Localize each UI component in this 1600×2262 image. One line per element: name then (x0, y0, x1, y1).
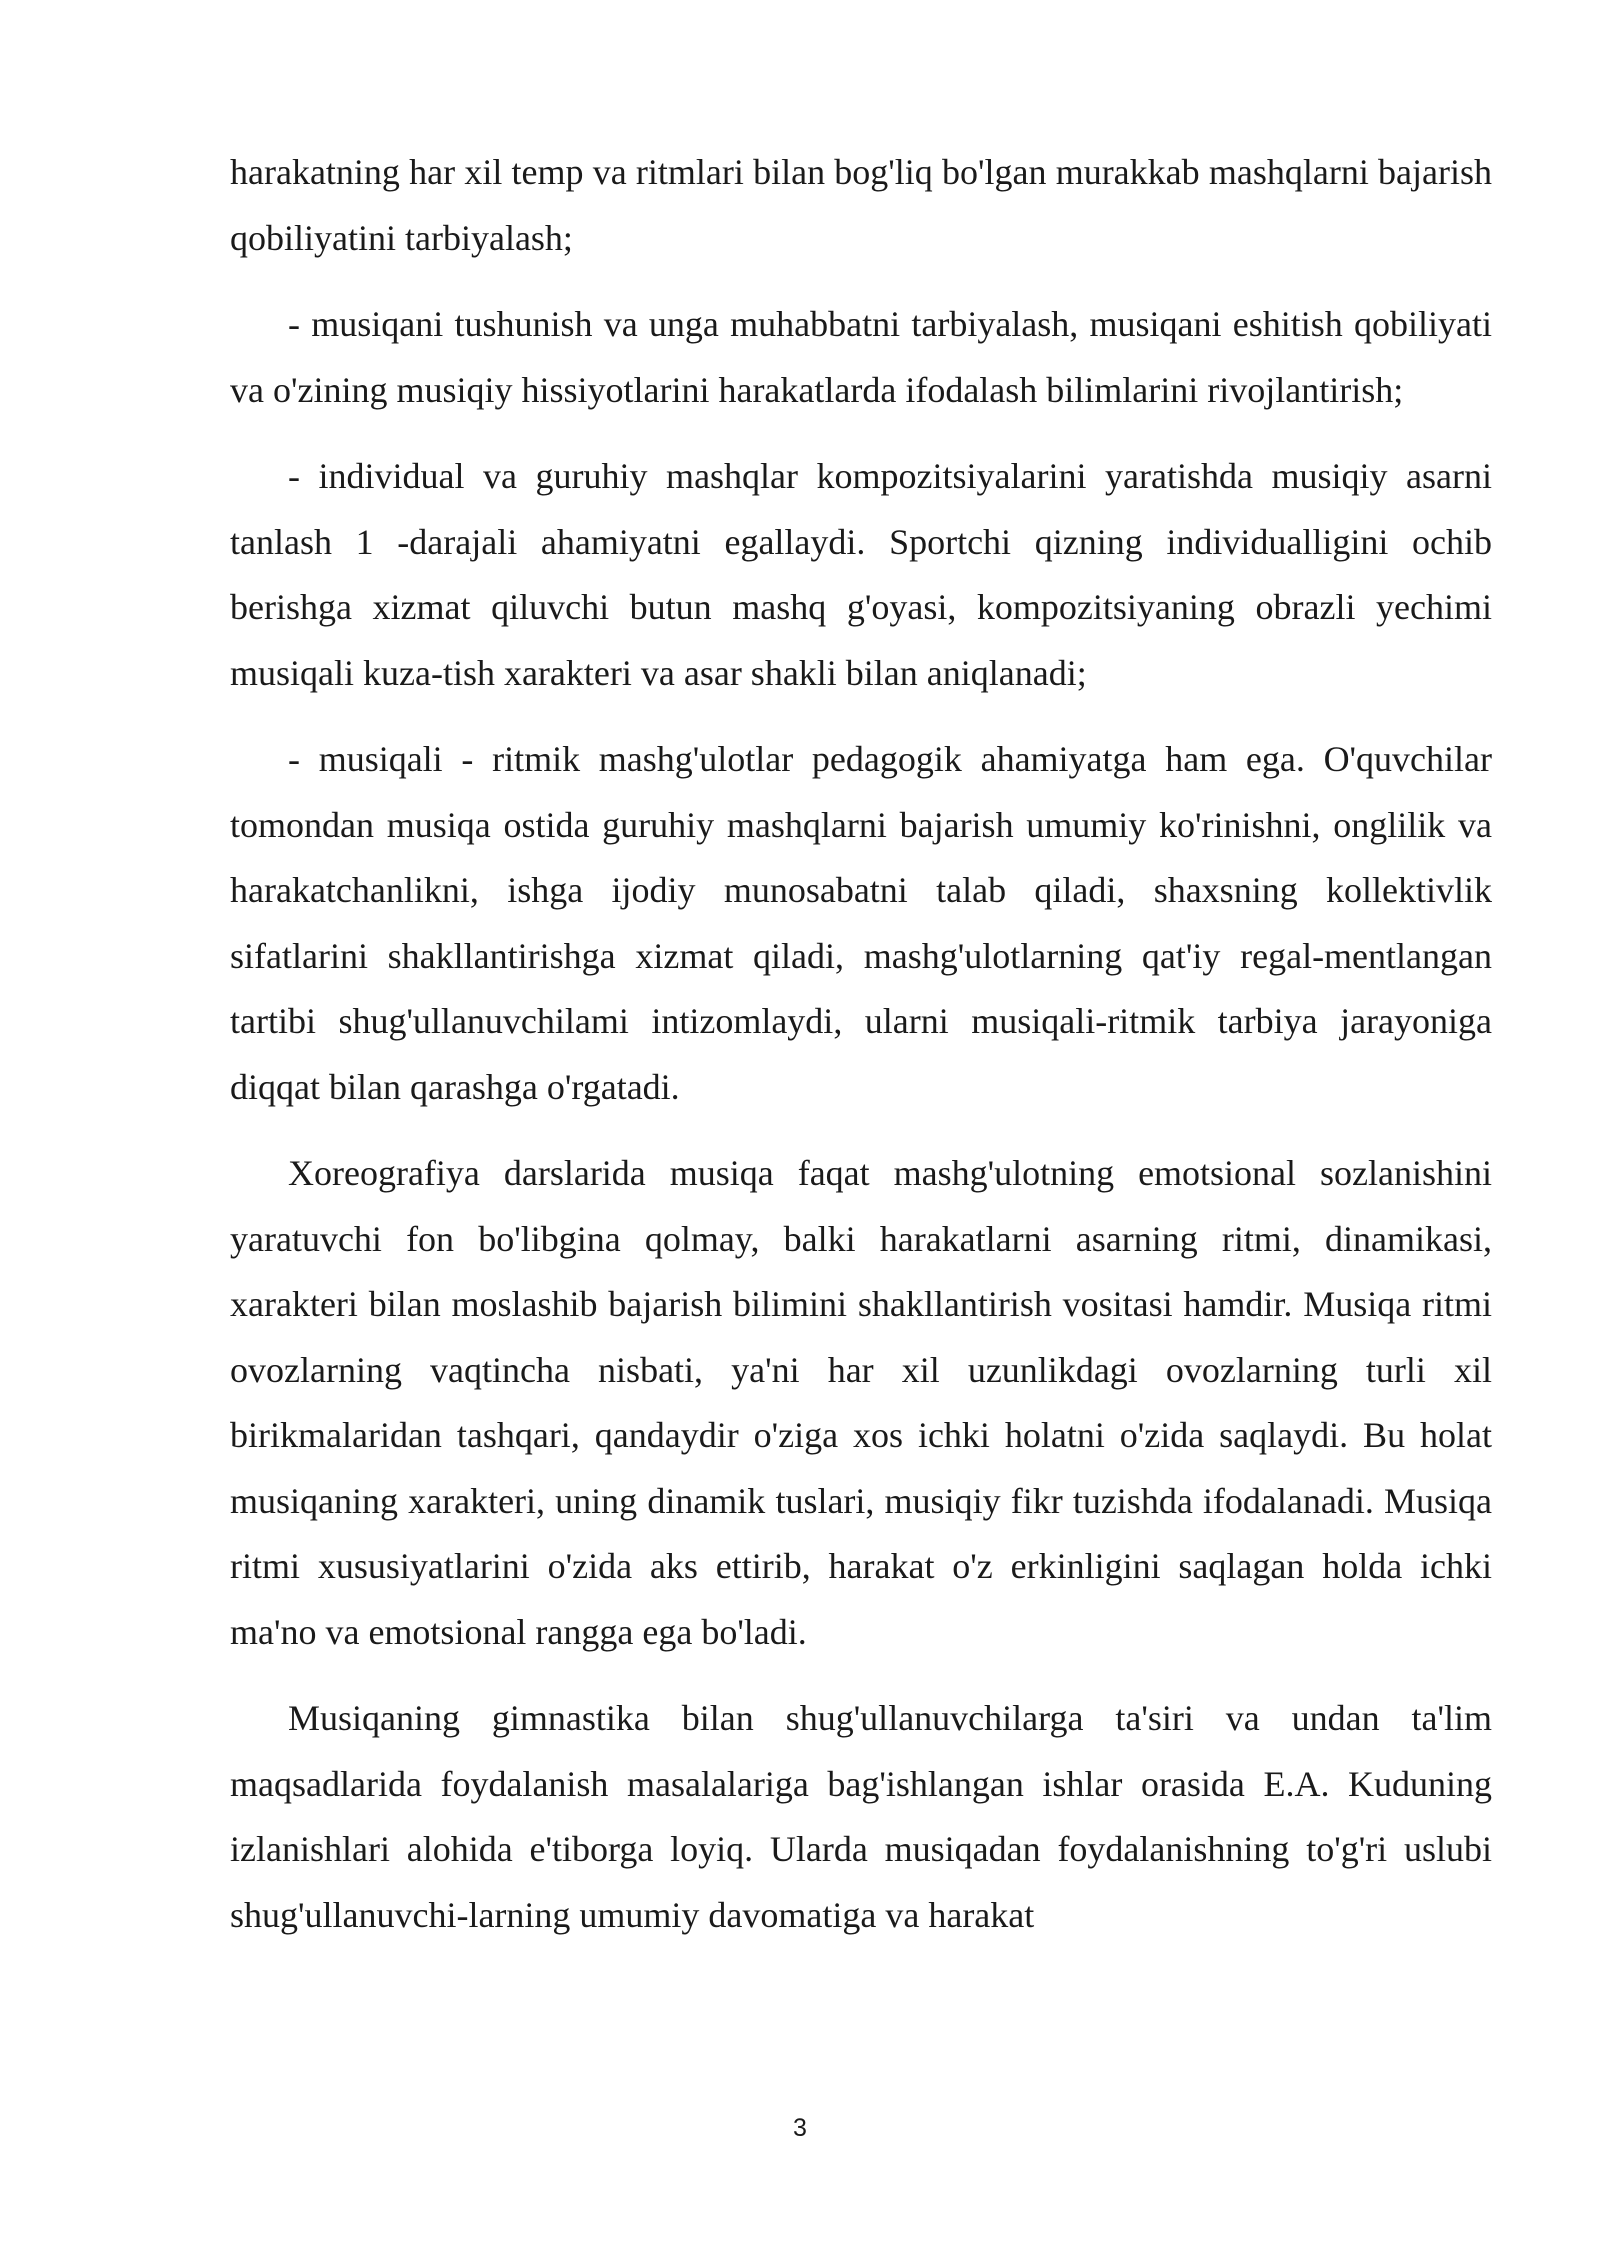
paragraph-list-item: - individual va guruhiy mashqlar kompozitsiyalarini yaratishda musiqiy asarni tanlash 1 -darajali ahamiyatni egallaydi. Sportchi qizning individualligini ochib berishga xizmat qiluvchi butun mashq g'oyasi, kompozitsiyaning obrazli yechimi musiqali kuza-tish xarakteri va asar shakli bilan aniqlanadi; (230, 456, 1492, 693)
paragraph-list-item: - musiqali - ritmik mashg'ulotlar pedagogik ahamiyatga ham ega. O'quvchilar tomondan musiqa ostida guruhiy mashqlarni bajarish umumiy ko'rinishni, onglilik va harakatchanlikni, ishga ijodiy munosabatni talab qiladi, shaxsning kollektivlik sifatlarini shakllantirishga xizmat qiladi, mashg'ulotlarning qat'iy regal-mentlangan tartibi shug'ullanuvchilami intizomlaydi, ularni musiqali-ritmik tarbiya jarayoniga diqqat bilan qarashga o'rgatadi. (230, 739, 1492, 1107)
paragraph: Musiqaning gimnastika bilan shug'ullanuvchilarga ta'siri va undan ta'lim maqsadlarida foydalanish masalalariga bag'ishlangan ishlar orasida E.A. Kuduning izlanishlari alohida e'tiborga loyiq. Ularda musiqadan foydalanishning to'g'ri uslubi shug'ullanuvchi-larning umumiy davomatiga va harakat (230, 1698, 1492, 1935)
document-body (230, 140, 1492, 1969)
paragraph: Xoreografiya darslarida musiqa faqat mashg'ulotning emotsional sozlanishini yaratuvchi fon bo'libgina qolmay, balki harakatlarni asarning ritmi, dinamikasi, xarakteri bilan moslashib bajarish bilimini shakllantirish vositasi hamdir. Musiqa ritmi ovozlarning vaqtincha nisbati, ya'ni har xil uzunlikdagi ovozlarning turli xil birikmalaridan tashqari, qandaydir o'ziga xos ichki holatni o'zida saqlaydi. Bu holat musiqaning xarakteri, uning dinamik tuslari, musiqiy fikr tuzishda ifodalanadi. Musiqa ritmi xususiyatlarini o'zida aks ettirib, harakat o'z erkinligini saqlagan holda ichki ma'no va emotsional rangga ega bo'ladi. (230, 1153, 1492, 1652)
page-number: 3 (793, 2114, 807, 2142)
paragraph-continuation: harakatning har xil temp va ritmlari bilan bog'liq bo'lgan murakkab mashqlarni bajarish qobiliyatini tarbiyalash; (230, 152, 1492, 258)
paragraph-list-item: - musiqani tushunish va unga muhabbatni tarbiyalash, musiqani eshitish qobiliyati va o'zining musiqiy hissiyotlarini harakatlarda ifodalash bilimlarini rivojlantirish; (230, 304, 1492, 410)
